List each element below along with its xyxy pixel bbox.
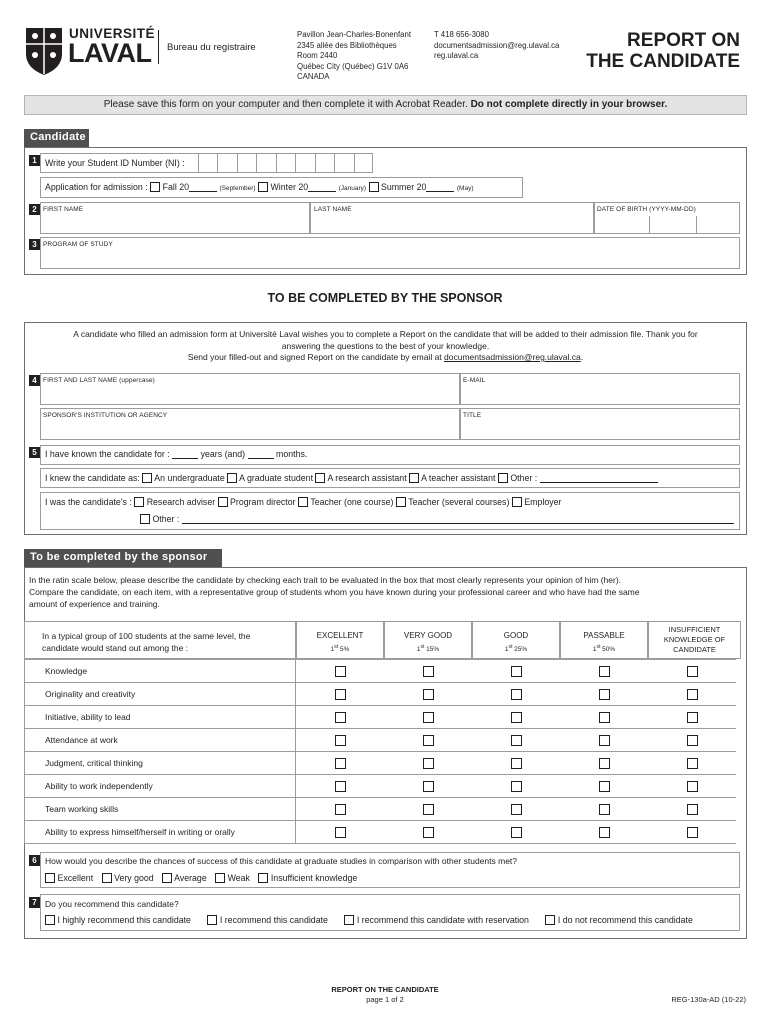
rating-checkbox[interactable] [511,666,522,677]
sponsor-email-field[interactable] [460,373,740,405]
sponsor-title-label: TITLE [463,412,482,419]
rating-checkbox[interactable] [335,758,346,769]
rating-cell [384,728,472,752]
months-input[interactable] [248,458,274,459]
trait-label: Attendance at work [24,728,296,752]
option-label: I highly recommend this candidate [57,915,191,925]
option-label: A graduate student [239,473,314,483]
rating-cell [472,820,560,844]
notice-warning: Do not complete directly in your browser. [470,99,668,110]
program-label: PROGRAM OF STUDY [43,241,113,248]
sponsor-email-label: E-MAIL [463,377,486,384]
rating-checkbox[interactable] [687,827,698,838]
notice-bar [24,95,747,115]
rating-checkbox[interactable] [599,712,610,723]
rating-cell [648,705,736,729]
rating-intro-line: In the ratin scale below, please describe the candidate by checking each trait to be evaluated in the box that most clearly represents your opinion of him (her). [29,575,622,585]
option-label: Excellent [57,873,94,883]
rating-intro-line: Compare the candidate, on each item, with a representative group of students whom you have known during your professional career and who have had the same [29,587,640,597]
footer-document-name: REPORT ON THE CANDIDATE [331,985,439,994]
rating-cell [384,659,472,683]
rating-cell [384,682,472,706]
section-2-number: 2 [29,204,40,215]
column-name: PASSABLE [583,631,625,640]
research-adviser-checkbox[interactable] [134,497,144,507]
rating-column-header [384,621,472,659]
fall-label: Fall 20 [162,182,189,192]
knew-as-options [45,473,658,483]
q6-question: How would you describe the chances of success of this candidate at graduate studies in comparison with other students met? [45,856,518,866]
option-label: I do not recommend this candidate [557,915,693,925]
rating-checkbox[interactable] [335,735,346,746]
rating-cell [296,705,384,729]
rating-checkbox[interactable] [599,827,610,838]
address-line: Room 2440 [297,51,338,60]
was-other-input[interactable] [182,523,734,524]
column-name: GOOD [503,631,529,640]
known-duration [45,449,307,459]
summer-month: (May) [456,185,474,192]
trait-row [0,820,770,844]
rating-checkbox[interactable] [599,804,610,815]
trait-label: Originality and creativity [24,682,296,706]
option-label: Program director [230,497,296,507]
rating-cell [296,728,384,752]
rating-intro-line: amount of experience and training. [29,599,160,609]
option-label: Very good [114,873,154,883]
rating-cell [384,797,472,821]
rating-cell [384,820,472,844]
column-subtitle-pct: 15% [424,646,440,654]
document-title [586,30,740,72]
rating-heading: To be completed by the sponsor [24,549,222,567]
option-label: I recommend this candidate [219,915,328,925]
rating-checkbox[interactable] [423,689,434,700]
was-label: I was the candidate's : [45,497,132,507]
rating-cell [384,751,472,775]
column-subtitle: 1 [504,646,509,654]
fall-year-input[interactable] [189,191,217,192]
winter-checkbox[interactable] [258,182,268,192]
rating-checkbox[interactable] [599,666,610,677]
notice-text: Please save this form on your computer and then complete it with Acrobat Reader. [103,99,468,110]
rating-cell [560,682,648,706]
column-subtitle-sup: st [508,644,513,650]
rating-cell [472,682,560,706]
q7-number: 7 [29,897,40,908]
rating-cell [648,774,736,798]
known-label: I have known the candidate for : [45,449,170,459]
rating-cell [472,751,560,775]
trait-label: Ability to express himself/herself in writing or orally [24,820,296,844]
trait-label: Judgment, critical thinking [24,751,296,775]
column-subtitle-sup: st [420,644,425,650]
rating-cell [296,751,384,775]
last-name-label: LAST NAME [314,206,352,213]
rating-checkbox[interactable] [599,758,610,769]
research-assistant-checkbox[interactable] [315,473,325,483]
rating-cell [560,820,648,844]
rating-cell [296,774,384,798]
rating-cell [648,751,736,775]
fall-month: (September) [219,185,256,192]
address-block [297,30,411,83]
knew-as-other-checkbox[interactable] [498,473,508,483]
rating-checkbox[interactable] [687,758,698,769]
sponsor-intro-line: answering the questions to the best of your knowledge. [281,340,490,351]
coat-of-arms-icon [24,26,64,76]
months-label: months. [276,449,308,459]
rating-cell [648,820,736,844]
rating-checkbox[interactable] [511,827,522,838]
form-code: REG-130a-AD (10-22) [671,995,746,1004]
sponsor-heading: TO BE COMPLETED BY THE SPONSOR [267,291,503,305]
sponsor-email-link[interactable]: documentsadmission@reg.ulaval.ca [444,352,581,362]
rating-cell [296,820,384,844]
q7-recommend-checkbox[interactable] [207,915,217,925]
rating-question-text [42,630,250,654]
rating-column-header [296,621,384,659]
trait-row [0,705,770,729]
q7-recommend-reservation-checkbox[interactable] [344,915,354,925]
q7-question: Do you recommend this candidate? [45,899,179,909]
program-director-checkbox[interactable] [218,497,228,507]
rating-cell [560,774,648,798]
option-label: A teacher assistant [421,473,496,483]
q6-insufficient-checkbox[interactable] [258,873,268,883]
summer-label: Summer 20 [380,182,427,192]
summer-year-input[interactable] [426,191,454,192]
rating-cell [296,682,384,706]
dob-divider [649,216,650,234]
winter-year-input[interactable] [308,191,336,192]
header-divider [158,30,159,64]
last-name-field[interactable] [310,202,594,234]
student-id-label: Write your Student ID Number (NI) : [45,158,185,168]
column-subtitle-sup: st [334,644,339,650]
trait-label: Initiative, ability to lead [24,705,296,729]
winter-month: (January) [338,185,367,192]
teacher-one-course-checkbox[interactable] [298,497,308,507]
rating-checkbox[interactable] [687,804,698,815]
rating-checkbox[interactable] [423,827,434,838]
rating-checkbox[interactable] [423,804,434,815]
section-1-number: 1 [29,155,40,166]
undergraduate-checkbox[interactable] [142,473,152,483]
rating-checkbox[interactable] [511,804,522,815]
rating-cell [560,797,648,821]
sponsor-intro-period: . [580,352,584,362]
dob-divider [696,216,697,234]
employer-checkbox[interactable] [512,497,522,507]
section-5-number: 5 [29,447,40,458]
rating-column-header [560,621,648,659]
rating-question-line: In a typical group of 100 students at the same level, the [42,631,251,641]
trait-row [0,774,770,798]
trait-row [0,728,770,752]
option-label: Research adviser [146,497,216,507]
column-subtitle: 1 [592,646,597,654]
q6-weak-checkbox[interactable] [215,873,225,883]
rating-checkbox[interactable] [511,735,522,746]
rating-checkbox[interactable] [423,781,434,792]
rating-checkbox[interactable] [423,735,434,746]
q6-very-good-checkbox[interactable] [102,873,112,883]
column-subtitle: 1 [416,646,421,654]
rating-checkbox[interactable] [511,712,522,723]
university-logo [24,26,156,76]
years-input[interactable] [172,458,198,459]
sponsor-intro-line: Send your filled-out and signed Report on the candidate by email at [187,352,442,362]
rating-checkbox[interactable] [687,712,698,723]
rating-question-line: candidate would stand out among the : [42,643,189,653]
address-line: CANADA [297,72,330,81]
address-line: Pavillon Jean-Charles-Bonenfant [297,30,411,39]
rating-checkbox[interactable] [599,735,610,746]
winter-label: Winter 20 [270,182,309,192]
rating-checkbox[interactable] [423,712,434,723]
title-line2: THE CANDIDATE [586,51,740,72]
rating-column-header [472,621,560,659]
column-subtitle: 1 [330,646,335,654]
column-name: EXCELLENT [316,631,364,640]
q6-average-checkbox[interactable] [162,873,172,883]
column-name: INSUFFICIENT KNOWLEDGE OF CANDIDATE [663,625,726,654]
rating-column-header [648,621,741,659]
rating-checkbox[interactable] [687,781,698,792]
trait-row [0,751,770,775]
application-options [45,182,474,192]
q7-not-recommend-checkbox[interactable] [545,915,555,925]
dob-label: DATE OF BIRTH (YYYY-MM-DD) [597,206,696,213]
column-subtitle-pct: 50% [600,646,616,654]
rating-cell [560,705,648,729]
trait-row [0,682,770,706]
institution-label: SPONSOR'S INSTITUTION OR AGENCY [43,412,168,419]
rating-intro [29,574,639,610]
rating-checkbox[interactable] [599,781,610,792]
knew-as-other-input[interactable] [540,482,658,483]
first-name-label: FIRST NAME [43,206,84,213]
rating-checkbox[interactable] [511,758,522,769]
trait-row [0,797,770,821]
university-name-line1: UNIVERSITÉ [69,26,156,41]
rating-checkbox[interactable] [423,666,434,677]
summer-checkbox[interactable] [369,182,379,192]
option-label: Other : [510,473,538,483]
was-other-checkbox[interactable] [140,514,150,524]
rating-checkbox[interactable] [335,666,346,677]
q6-options [45,873,357,883]
rating-cell [472,797,560,821]
rating-cell [384,705,472,729]
option-label: Average [174,873,207,883]
trait-label: Team working skills [24,797,296,821]
rating-cell [296,659,384,683]
candidate-heading: Candidate [24,129,89,147]
option-label: Insufficient knowledge [270,873,358,883]
option-label: Teacher (several courses) [408,497,510,507]
rating-cell [648,728,736,752]
rating-checkbox[interactable] [599,689,610,700]
address-line: 2345 allée des Bibliothèques [297,40,397,50]
rating-cell [472,774,560,798]
rating-checkbox[interactable] [511,689,522,700]
rating-cell [560,751,648,775]
rating-cell [560,659,648,683]
contact-email[interactable]: documentsadmission@reg.ulaval.ca [434,40,560,50]
bureau-name: Bureau du registraire [167,42,256,53]
column-subtitle-pct: 5% [338,646,350,654]
rating-cell [296,797,384,821]
sponsor-intro-line: A candidate who filled an admission form at Université Laval wishes you to complete a Report on the candidate that will be added to their admission file. Thank you for [73,329,698,339]
rating-checkbox[interactable] [335,712,346,723]
university-name-line2: LAVAL [68,38,152,68]
option-label: Weak [227,873,250,883]
trait-row [0,659,770,683]
fall-checkbox[interactable] [150,182,160,192]
option-label: I recommend this candidate with reservation [356,915,529,925]
website[interactable]: reg.ulaval.ca [434,51,479,60]
q7-options [45,915,693,925]
footer-title [0,985,770,1005]
q7-highly-recommend-checkbox[interactable] [45,915,55,925]
rating-cell [648,659,736,683]
option-label: An undergraduate [154,473,225,483]
rating-checkbox[interactable] [335,804,346,815]
column-subtitle-pct: 25% [512,646,528,654]
was-other [140,514,734,524]
contact-block [434,30,559,62]
rating-cell [384,774,472,798]
rating-checkbox[interactable] [335,827,346,838]
sponsor-name-label: FIRST AND LAST NAME (uppercase) [43,377,155,384]
option-label: A research assistant [327,473,407,483]
rating-checkbox[interactable] [511,781,522,792]
rating-cell [472,705,560,729]
program-field[interactable] [40,237,740,269]
rating-checkbox[interactable] [335,781,346,792]
column-subtitle-sup: st [596,644,601,650]
option-label: Employer [524,497,562,507]
page-number: page 1 of 2 [366,995,404,1004]
sponsor-title-field[interactable] [460,408,740,440]
rating-cell [472,659,560,683]
graduate-student-checkbox[interactable] [227,473,237,483]
rating-checkbox[interactable] [687,666,698,677]
option-label: Teacher (one course) [310,497,394,507]
phone: T 418 656-3080 [434,30,489,39]
q6-excellent-checkbox[interactable] [45,873,55,883]
rating-cell [560,728,648,752]
rating-checkbox[interactable] [687,689,698,700]
q6-number: 6 [29,855,40,866]
teacher-assistant-checkbox[interactable] [409,473,419,483]
rating-checkbox[interactable] [687,735,698,746]
years-label: years (and) [200,449,246,459]
teacher-several-courses-checkbox[interactable] [396,497,406,507]
column-name: VERY GOOD [403,631,453,640]
section-3-number: 3 [29,239,40,250]
rating-checkbox[interactable] [335,689,346,700]
student-id-input[interactable] [198,153,373,173]
application-label: Application for admission : [45,182,148,192]
rating-cell [648,682,736,706]
sponsor-intro [24,329,747,364]
rating-checkbox[interactable] [423,758,434,769]
rating-cell [648,797,736,821]
section-4-number: 4 [29,375,40,386]
rating-cell [472,728,560,752]
trait-label: Knowledge [24,659,296,683]
trait-label: Ability to work independently [24,774,296,798]
knew-as-label: I knew the candidate as: [45,473,140,483]
address-line: Québec City (Québec) G1V 0A6 [297,61,409,71]
title-line1: REPORT ON [627,30,740,51]
was-other-label: Other : [152,514,180,524]
was-options [45,497,561,507]
